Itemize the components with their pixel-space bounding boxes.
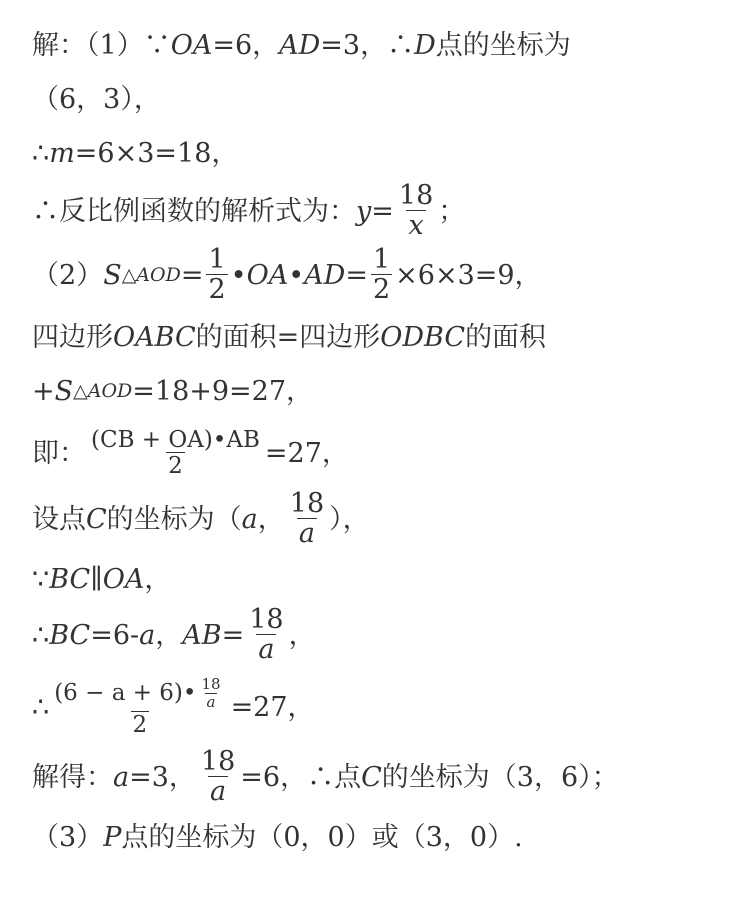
fraction xyxy=(397,179,435,241)
numerator-text: (6 − a + 6)• xyxy=(54,679,197,706)
solution-line-l2 xyxy=(0,74,739,124)
math-variable: C xyxy=(86,503,107,535)
fraction xyxy=(371,243,392,305)
subscript: △AOD xyxy=(121,263,181,286)
text-segment: ∵ xyxy=(32,563,50,595)
solution-line-l10 xyxy=(0,554,739,604)
text-segment: =6， xyxy=(212,29,280,61)
text-segment: =6，∴点 xyxy=(240,761,362,793)
fraction-numerator xyxy=(288,487,326,519)
text-segment: =6×3=18， xyxy=(74,137,239,169)
fraction-denominator: 2 xyxy=(132,711,148,738)
text-segment: ∴ xyxy=(32,619,50,651)
text-segment: ）， xyxy=(329,503,370,535)
text-segment: =27， xyxy=(230,691,315,723)
fraction-denominator: a xyxy=(298,518,316,549)
fraction-numerator xyxy=(89,428,262,452)
numerator-text: 18 xyxy=(249,603,284,635)
math-variable: S xyxy=(54,375,74,407)
math-variable: a xyxy=(241,503,258,535)
text-segment: = xyxy=(371,195,394,227)
fraction-denominator: 2 xyxy=(168,453,183,479)
solution-line-l5 xyxy=(0,243,739,305)
math-variable: OA xyxy=(102,563,145,595)
text-segment: （2） xyxy=(32,259,104,291)
text-segment: = xyxy=(180,259,204,291)
text-segment: ×6×3=9， xyxy=(395,259,542,291)
solution-line-l6 xyxy=(0,312,739,362)
fraction-denominator: 2 xyxy=(208,274,226,305)
text-segment: （6，3）， xyxy=(32,83,161,115)
text-segment: = xyxy=(345,259,368,291)
math-variable: a xyxy=(113,761,130,793)
text-segment: ， xyxy=(288,619,316,651)
math-variable: y xyxy=(356,195,372,227)
math-variable: OA xyxy=(246,259,289,291)
math-variable: a xyxy=(139,619,156,651)
fraction-denominator: a xyxy=(210,776,227,807)
fraction xyxy=(247,603,285,665)
text-segment: + xyxy=(32,375,55,407)
math-variable: C xyxy=(361,761,382,793)
text-segment: =3， xyxy=(129,761,196,793)
math-variable: AB xyxy=(182,619,222,651)
text-segment: ， xyxy=(155,619,183,651)
fraction-numerator xyxy=(52,677,227,711)
solution-line-l9 xyxy=(0,487,739,549)
numerator-text: (CB + OA)•AB xyxy=(91,426,260,453)
fraction-denominator: 2 xyxy=(372,274,391,305)
math-variable: ODBC xyxy=(380,321,466,353)
math-variable: BC xyxy=(49,619,91,651)
solution-line-l14 xyxy=(0,812,739,862)
math-variable: BC xyxy=(49,563,91,595)
solution-line-l1 xyxy=(0,20,739,70)
solution-line-l7 xyxy=(0,366,739,416)
fraction xyxy=(89,428,262,478)
text-segment: • xyxy=(230,259,247,291)
fraction-numerator xyxy=(371,243,392,275)
text-segment: （3） xyxy=(32,821,104,853)
fraction-numerator xyxy=(397,179,435,211)
text-segment: =6- xyxy=(90,619,140,651)
fraction xyxy=(206,243,227,305)
math-variable: OA xyxy=(170,29,213,61)
text-segment: 解：（1）∵ xyxy=(32,29,171,61)
text-segment: 点的坐标为 xyxy=(435,29,571,61)
numerator-text: 18 xyxy=(200,745,236,777)
text-segment: 点的坐标为（0，0）或（3，0）. xyxy=(121,821,523,853)
solution-line-l12 xyxy=(0,675,739,738)
numerator-text: 18 xyxy=(289,487,325,519)
solution-line-l11 xyxy=(0,603,739,665)
fraction-numerator xyxy=(199,745,237,777)
text-segment: ∴ xyxy=(32,137,50,169)
text-segment: ； xyxy=(438,195,466,227)
nested-fraction xyxy=(199,677,222,711)
text-segment: 四边形 xyxy=(32,321,113,353)
text-segment: 的面积 xyxy=(465,321,547,353)
solution-line-l8 xyxy=(0,428,739,478)
solution-line-l3 xyxy=(0,128,739,178)
fraction-numerator xyxy=(247,603,285,635)
text-segment: =27， xyxy=(264,437,349,469)
text-segment: =18+9=27， xyxy=(132,375,314,407)
solution-line-l4 xyxy=(0,179,739,241)
fraction-numerator xyxy=(206,243,227,275)
fraction xyxy=(52,677,227,737)
math-variable: OABC xyxy=(113,321,196,353)
text-segment: 即： xyxy=(32,437,86,469)
math-variable: D xyxy=(414,29,436,61)
text-segment: =3，∴ xyxy=(320,29,415,61)
fraction-denominator: x xyxy=(408,210,424,241)
numerator-text: 18 xyxy=(398,179,434,211)
math-variable: P xyxy=(103,821,122,853)
text-segment: ， xyxy=(257,503,285,535)
text-segment: ∴ xyxy=(32,691,50,723)
math-variable: AD xyxy=(279,29,321,61)
text-segment: 设点 xyxy=(32,503,86,535)
text-segment: 解得： xyxy=(32,761,113,793)
math-variable: S xyxy=(103,259,122,291)
text-segment: 的坐标为（ xyxy=(106,503,242,535)
nested-numerator: 18 xyxy=(201,675,221,694)
fraction xyxy=(288,487,326,549)
text-segment: ∥ xyxy=(90,563,103,595)
numerator-text: 1 xyxy=(208,243,226,275)
math-variable: AD xyxy=(304,259,346,291)
text-segment: = xyxy=(221,619,245,651)
solution-line-l13 xyxy=(0,745,739,807)
math-variable: m xyxy=(49,137,75,169)
text-segment: 的面积=四边形 xyxy=(195,321,381,353)
text-segment: • xyxy=(288,259,305,291)
numerator-text: 1 xyxy=(372,243,391,275)
nested-denominator: a xyxy=(206,692,216,711)
fraction-denominator: a xyxy=(258,634,275,665)
text-segment: 的坐标为（3，6）； xyxy=(381,761,619,793)
subscript: △AOD xyxy=(73,379,133,402)
text-segment: ∴反比例函数的解析式为： xyxy=(32,195,356,227)
fraction xyxy=(199,745,237,807)
text-segment: ， xyxy=(144,563,172,595)
